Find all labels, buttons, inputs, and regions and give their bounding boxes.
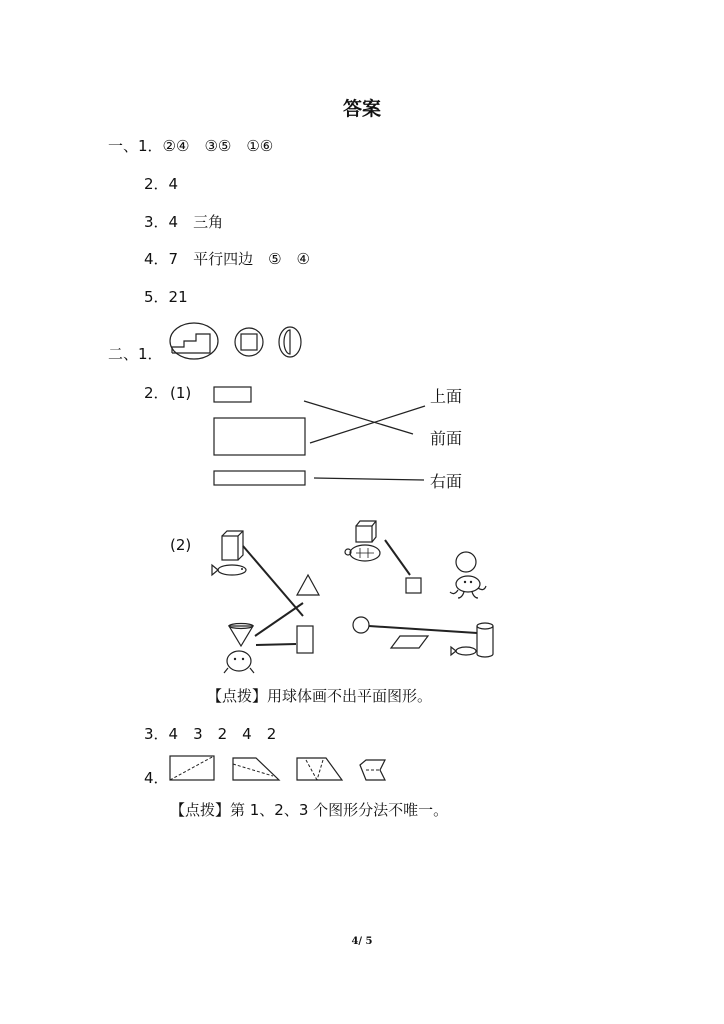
s1-q3-answer: 4 三角: [168, 213, 224, 231]
page-number: 4/ 5: [351, 936, 373, 947]
s2-q2-part1-label: (1): [170, 384, 192, 402]
view-label-top: 上面: [430, 387, 463, 406]
s2-q1-num: 二、1．: [108, 345, 163, 363]
s2-q2-num: 2．: [144, 384, 169, 402]
s2-q2-part2-label: (2): [170, 536, 192, 554]
divided-hexagon-figure: [360, 760, 385, 780]
s2-q2-tip: 【点拨】用球体画不出平面图形。: [207, 687, 433, 705]
s1-q3-num: 3．: [144, 213, 169, 231]
s1-q1-answer: ②④ ③⑤ ①⑥: [162, 137, 274, 155]
page-title: 答案: [342, 98, 381, 120]
s1-q1-num: 一、1．: [108, 137, 163, 155]
s2-q4-tip: 【点拨】第 1、2、3 个图形分法不唯一。: [170, 801, 449, 819]
s1-q2-answer: 4: [168, 175, 179, 193]
s1-q4-answer: 7 平行四边 ⑤ ④: [168, 250, 310, 268]
s1-q5-num: 5．: [144, 288, 169, 306]
s1-q4-num: 4．: [144, 250, 169, 268]
s1-q5-answer: 21: [168, 288, 188, 306]
s1-q2-num: 2．: [144, 175, 169, 193]
divided-rectangle-figure: [170, 756, 214, 780]
divided-pentagon-figure: [297, 758, 342, 780]
divided-trapezoid-figure: [233, 758, 279, 780]
s2-q3-answer: 4 3 2 4 2: [168, 725, 277, 743]
s2-q4-num: 4．: [144, 769, 169, 787]
s2-q3-num: 3．: [144, 725, 169, 743]
view-label-front: 前面: [430, 429, 463, 448]
view-label-right: 右面: [430, 472, 463, 491]
